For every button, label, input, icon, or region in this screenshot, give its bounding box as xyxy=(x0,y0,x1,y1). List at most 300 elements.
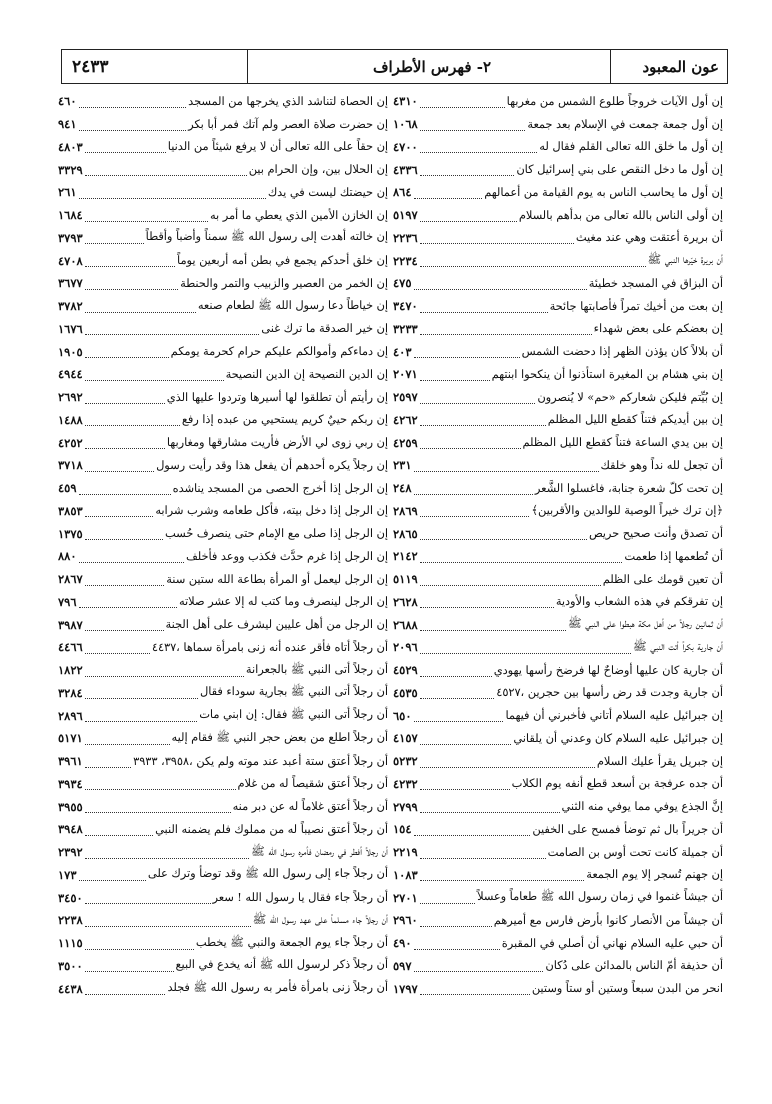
entry-number: ٤٥٣٥ xyxy=(393,685,418,700)
entry-text: أن رجلاً جاء إلى رسول الله ﷺ وقد توضأ وترك على xyxy=(147,867,388,881)
entry-text: إن تحت كلّ شعرة جنابة، فاغسلوا الشَّعر xyxy=(534,481,723,495)
entry-text: أن رجلاً أفطر في رمضان فأمره رسول الله ﷺ xyxy=(251,844,388,858)
index-entry xyxy=(393,864,723,887)
index-entry xyxy=(58,955,388,978)
entry-text: إن الرجل لينصرف وما كتب له إلا عشر صلاته xyxy=(178,595,388,609)
entry-text: أن رجلاً أتى النبي ﷺ بالجعرانة xyxy=(245,662,388,676)
dot-leader xyxy=(414,823,531,836)
entry-number: ٣٥٠٠ xyxy=(58,958,83,973)
entry-number: ٤٧٠٨ xyxy=(58,253,83,268)
dot-leader xyxy=(79,868,146,881)
dot-leader xyxy=(420,686,495,699)
dot-leader xyxy=(420,891,475,904)
entry-text: أن ثمانين رجلاً من أهل مكة هبطوا على النبي ﷺ xyxy=(567,617,723,631)
dot-leader xyxy=(420,118,526,131)
entry-number: ١٩٠٥ xyxy=(58,344,83,359)
dot-leader xyxy=(79,118,187,131)
entry-text: إن جهنم تُسجر إلا يوم الجمعة xyxy=(586,868,723,882)
entry-number: ٤٨٠٣ xyxy=(58,139,83,154)
index-entry xyxy=(58,272,388,295)
dot-leader xyxy=(420,504,530,517)
entry-number: ٤١٥٧ xyxy=(393,731,418,746)
dot-leader xyxy=(420,573,601,586)
index-entry xyxy=(393,591,723,614)
dot-leader xyxy=(420,755,595,768)
index-entry xyxy=(58,545,388,568)
index-entry xyxy=(58,591,388,614)
index-entry xyxy=(393,659,723,682)
entry-text: إن بين يدي الساعة فتناً كقطع الليل المظلم xyxy=(522,436,723,450)
dot-leader xyxy=(85,459,154,472)
index-entry xyxy=(58,295,388,318)
entry-text: إن ربكم حييٌ كريم يستحيي من عبده إذا رفع xyxy=(181,413,388,427)
entry-text: إن دماءكم وأموالكم عليكم حرام كحرمة يومكم xyxy=(170,345,388,359)
index-entry xyxy=(58,204,388,227)
entry-number: ٤٩٠ xyxy=(393,936,412,951)
entry-number: ٤٤٦٦ xyxy=(58,640,83,655)
entry-number: ٥١٧١ xyxy=(58,731,83,746)
entry-number: ٢٨٦٧ xyxy=(58,572,83,587)
dot-leader xyxy=(85,345,169,358)
dot-leader xyxy=(420,322,592,335)
dot-leader xyxy=(79,186,266,199)
entry-number: ١٤٨٨ xyxy=(58,412,83,427)
dot-leader xyxy=(420,163,515,176)
entry-number: ٢٦٢٨ xyxy=(393,594,418,609)
entry-text: إن أول جمعة جمعت في الإسلام بعد جمعة xyxy=(527,117,723,131)
index-entry xyxy=(393,977,723,1000)
entry-text: إن أول ما يحاسب الناس به يوم القيامة من أعمالهم xyxy=(484,185,723,199)
index-entry xyxy=(393,750,723,773)
entry-number: ٢٠٩٦ xyxy=(393,640,418,655)
entry-number: ٤٠٣ xyxy=(393,344,412,359)
dot-leader xyxy=(420,800,560,813)
entry-text: إن الرجل إذا دخل بيته، فأكل طعامه وشرب شرابه xyxy=(155,504,388,518)
index-entry xyxy=(58,636,388,659)
entry-number: ٤٩٤٤ xyxy=(58,367,83,382)
entry-number: ٤٣٣٦ xyxy=(393,162,418,177)
entry-number: ٣٩٨٧ xyxy=(58,617,83,632)
entry-number: ٤٥٢٩ xyxy=(393,663,418,678)
entry-text: أن تُطعمها إذا طعمت xyxy=(624,549,723,563)
dot-leader xyxy=(420,254,646,267)
index-entry xyxy=(58,773,388,796)
dot-leader xyxy=(85,504,154,517)
entry-number: ٣٧٩٣ xyxy=(58,230,83,245)
dot-leader xyxy=(420,664,492,677)
entry-text: أن تجعل لله نداً وهو خلقك xyxy=(600,458,723,472)
dot-leader xyxy=(414,709,504,722)
index-entry xyxy=(393,249,723,272)
entry-number: ٨٦٤ xyxy=(393,185,412,200)
header-divider xyxy=(247,50,248,83)
entry-number: ٢٣٩٢ xyxy=(58,845,83,860)
dot-leader xyxy=(85,777,236,790)
dot-leader xyxy=(85,709,198,722)
right-index-column xyxy=(393,90,723,1000)
entry-text: أن رجلاً جاء فقال يا رسول الله ! سعر xyxy=(212,891,388,905)
dot-leader xyxy=(420,777,510,790)
dot-leader xyxy=(85,755,131,768)
entry-text: أن بريرة خيّرها النبي ﷺ xyxy=(647,253,723,267)
entry-number: ٢٧٠١ xyxy=(393,890,418,905)
entry-text: أن رجلاً زنى بامرأة فأمر به رسول الله ﷺ فجلد xyxy=(167,981,388,995)
entry-text: أن رجلاً أعتق غلاماً له عن دبر منه xyxy=(232,800,388,814)
entry-number: ٤٤٣٨ xyxy=(58,981,83,996)
entry-number: ٢٢٣٦ xyxy=(393,230,418,245)
dot-leader xyxy=(85,322,260,335)
entry-number: ٥٢٣٢ xyxy=(393,754,418,769)
entry-text: إن حيضتك ليست في يدك xyxy=(267,185,388,199)
index-entry xyxy=(58,500,388,523)
dot-leader xyxy=(420,641,631,654)
entry-text: إن بعت من أخيك تمراً فأصابتها جائحة xyxy=(549,299,723,313)
entry-number: ٢٦٩٢ xyxy=(58,390,83,405)
dot-leader xyxy=(79,482,171,495)
index-entry xyxy=(393,909,723,932)
entry-text: إن رجلاً يكره أحدهم أن يفعل هذا وقد رأيت رسول xyxy=(156,458,388,472)
dot-leader xyxy=(420,982,530,995)
index-entry xyxy=(58,454,388,477)
dot-leader xyxy=(414,937,500,950)
entry-text: إن حقاً على الله تعالى أن لا يرفع شيئاً من الدنيا xyxy=(167,140,388,154)
entry-text: ﴿إن ترك خيراً الوصية للوالدين والأقربين﴾ xyxy=(531,504,723,518)
entry-number: ١٦٨٤ xyxy=(58,208,83,223)
entry-number: ٤٦٠ xyxy=(58,94,77,109)
entry-number: ١٣٧٥ xyxy=(58,526,83,541)
index-entry xyxy=(58,909,388,932)
entry-text: أن جريراً بال ثم توضأ فمسح على الخفين xyxy=(532,822,723,836)
dot-leader xyxy=(420,413,546,426)
entry-number: ٣٩٦١ xyxy=(58,754,83,769)
entry-text: أن رجلاً أعتق نصيباً له من مملوك فلم يضمنه النبي xyxy=(155,822,388,836)
entry-text: إن الرجل إذا أخرج الحصى من المسجد يناشده xyxy=(172,481,388,495)
index-entry xyxy=(393,318,723,341)
entry-number: ٣٩٣٤ xyxy=(58,776,83,791)
index-entry xyxy=(393,431,723,454)
entry-number: ٣٧١٨ xyxy=(58,458,83,473)
entry-number: ١٧٩٧ xyxy=(393,981,418,996)
entry-text: أن رجلاً أتى النبي ﷺ فقال: إن ابني مات xyxy=(199,708,388,722)
entry-number: ٢٣١ xyxy=(393,458,412,473)
index-entry xyxy=(393,886,723,909)
index-entry xyxy=(58,181,388,204)
dot-leader xyxy=(79,550,185,563)
dot-leader xyxy=(420,209,517,222)
index-entry xyxy=(58,659,388,682)
entry-text: إن ربي زوى لي الأرض فأريت مشارقها ومغاربها xyxy=(166,436,388,450)
entry-text: إن أول ما دخل النقص على بني إسرائيل كان xyxy=(516,163,723,177)
index-entry xyxy=(58,249,388,272)
index-entry xyxy=(58,750,388,773)
entry-number: ٤٥٩ xyxy=(58,481,77,496)
section-title: ٢- فهرس الأطراف xyxy=(372,57,492,76)
entry-number: ٣٩٤٨ xyxy=(58,822,83,837)
entry-text: إن أول ما خلق الله تعالى القلم فقال له xyxy=(539,140,723,154)
entry-text: إن الخمر من العصير والزبيب والتمر والحنطة xyxy=(180,276,388,290)
dot-leader xyxy=(414,345,520,358)
entry-text: إن جبريل يقرأ عليك السلام xyxy=(596,754,723,768)
index-entry xyxy=(393,568,723,591)
index-entry xyxy=(58,727,388,750)
entry-number: ١٥٤ xyxy=(393,822,412,837)
entry-number: ٣٣٢٩ xyxy=(58,162,83,177)
index-entry xyxy=(58,977,388,1000)
index-entry xyxy=(58,363,388,386)
dot-leader xyxy=(420,868,585,881)
entry-text: إن تفرقكم في هذه الشعاب والأودية xyxy=(555,595,723,609)
entry-number: ٢٨٩٦ xyxy=(58,708,83,723)
entry-text: إن جبرائيل عليه السلام كان وعدني أن يلقاني xyxy=(513,731,723,745)
dot-leader xyxy=(85,368,224,381)
entry-number: ٣٩٥٥ xyxy=(58,799,83,814)
index-entry xyxy=(58,409,388,432)
entry-text: أن رجلاً جاء يوم الجمعة والنبي ﷺ يخطب xyxy=(195,935,388,949)
dot-leader xyxy=(414,277,587,290)
index-entry xyxy=(393,386,723,409)
entry-text: أن البزاق في المسجد خطيئة xyxy=(588,276,723,290)
entry-text: أن حذيفة أمّ الناس بالمدائن على دُكان xyxy=(545,959,723,973)
index-entry xyxy=(393,90,723,113)
dot-leader xyxy=(420,300,548,313)
dot-leader xyxy=(420,368,490,381)
entry-number: ٢٥٩٧ xyxy=(393,390,418,405)
entry-text: إن الحصاة لتناشد الذي يخرجها من المسجد xyxy=(188,94,388,108)
page-number: ٢٤٣٣ xyxy=(72,56,109,77)
entry-text: إن بين أيديكم فتناً كقطع الليل المظلم xyxy=(547,413,723,427)
entry-text: أن رجلاً أتاه فأقر عنده أنه زنى بامرأة سماها ،٤٤٣٧ xyxy=(151,640,388,654)
index-entry xyxy=(58,477,388,500)
dot-leader xyxy=(85,209,208,222)
entry-text: أن جيشاً من الأنصار كانوا بأرض فارس مع أميرهم xyxy=(493,913,723,927)
dot-leader xyxy=(414,459,599,472)
dot-leader xyxy=(85,231,144,244)
index-entry xyxy=(393,795,723,818)
book-title: عون المعبود xyxy=(642,57,719,76)
entry-text: أن جيشاً غنموا في زمان رسول الله ﷺ طعاماً وعسلاً xyxy=(477,890,723,904)
entry-number: ٣٢٨٤ xyxy=(58,685,83,700)
dot-leader xyxy=(85,823,153,836)
entry-number: ١٠٦٨ xyxy=(393,117,418,132)
entry-number: ٢٢١٩ xyxy=(393,845,418,860)
dot-leader xyxy=(85,846,249,859)
dot-leader xyxy=(420,732,512,745)
dot-leader xyxy=(420,231,574,244)
entry-number: ٥١٩٧ xyxy=(393,208,418,223)
entry-text: أن رجلاً أعتق ستة أعبد عند موته ولم يكن ،٣٩٥٨، ٣٩٣٣ xyxy=(133,754,388,768)
entry-text: إن الدين النصيحة إن الدين النصيحة xyxy=(225,367,388,381)
entry-text: إن خير الصدقة ما ترك غنى xyxy=(261,322,388,336)
index-entry xyxy=(393,613,723,636)
entry-number: ٥٩٧ xyxy=(393,958,412,973)
dot-leader xyxy=(85,959,174,972)
entry-text: أن رجلاً اطلع من بعض حجر النبي ﷺ فقام إليه xyxy=(171,730,388,744)
entry-number: ١١١٥ xyxy=(58,936,83,951)
index-entry xyxy=(58,818,388,841)
entry-number: ٣٤٥٠ xyxy=(58,890,83,905)
dot-leader xyxy=(85,937,194,950)
left-index-column xyxy=(58,90,388,1000)
index-entry xyxy=(58,158,388,181)
index-entry xyxy=(58,841,388,864)
index-entry xyxy=(393,727,723,750)
index-entry xyxy=(58,932,388,955)
entry-number: ٢١٤٢ xyxy=(393,549,418,564)
dot-leader xyxy=(85,800,231,813)
index-entry xyxy=(58,340,388,363)
entry-text: إن الرجل إذا صلى مع الإمام حتى ينصرف حُسب xyxy=(165,527,388,541)
entry-number: ٣٤٧٠ xyxy=(393,299,418,314)
dot-leader xyxy=(79,95,187,108)
dot-leader xyxy=(85,914,251,927)
index-entry xyxy=(58,568,388,591)
index-entry xyxy=(393,477,723,500)
entry-number: ٨٨٠ xyxy=(58,549,77,564)
dot-leader xyxy=(420,550,623,563)
entry-number: ٩٤١ xyxy=(58,117,77,132)
dot-leader xyxy=(420,140,538,153)
index-entry xyxy=(393,500,723,523)
dot-leader xyxy=(85,391,165,404)
index-entry xyxy=(393,409,723,432)
dot-leader xyxy=(85,163,247,176)
dot-leader xyxy=(420,391,536,404)
index-entry xyxy=(393,454,723,477)
index-entry xyxy=(58,227,388,250)
dot-leader xyxy=(414,482,533,495)
entry-text: أن رجلاً ذكر لرسول الله ﷺ أنه يخدع في البيع xyxy=(175,958,388,972)
entry-number: ٤٢٦٢ xyxy=(393,412,418,427)
index-entry xyxy=(58,613,388,636)
entry-number: ٢٢٣٤ xyxy=(393,253,418,268)
entry-text: إنَّ الجذع يوفي مما يوفي منه الثني xyxy=(561,800,723,814)
index-entry xyxy=(393,340,723,363)
index-entry xyxy=(58,113,388,136)
entry-number: ٤٧٠٠ xyxy=(393,139,418,154)
index-entry xyxy=(58,864,388,887)
entry-text: أن جارية كان عليها أوضاحٌ لها فرضخ رأسها يهودي xyxy=(493,663,723,677)
entry-text: أن جده عرفجة بن أسعد قطع أنفه يوم الكلاب xyxy=(511,777,723,791)
entry-number: ٤٧٥ xyxy=(393,276,412,291)
index-entry xyxy=(393,522,723,545)
dot-leader xyxy=(420,846,546,859)
index-entry xyxy=(393,295,723,318)
dot-leader xyxy=(85,891,211,904)
entry-number: ٧٩٦ xyxy=(58,594,77,609)
entry-text: أن جميلة كانت تحت أوس بن الصامت xyxy=(547,845,723,859)
index-entry xyxy=(393,136,723,159)
index-entry xyxy=(58,431,388,454)
dot-leader xyxy=(420,527,587,540)
dot-leader xyxy=(420,436,521,449)
index-entry xyxy=(58,318,388,341)
dot-leader xyxy=(420,618,566,631)
dot-leader xyxy=(420,914,492,927)
entry-number: ٣٦٧٧ xyxy=(58,276,83,291)
index-entry xyxy=(58,682,388,705)
entry-number: ١٨٢٢ xyxy=(58,663,83,678)
index-entry xyxy=(393,272,723,295)
index-entry xyxy=(393,932,723,955)
entry-number: ١٠٨٣ xyxy=(393,867,418,882)
index-entry xyxy=(393,704,723,727)
entry-text: إن حضرت صلاة العصر ولم آتك فمر أبا بكر xyxy=(188,117,388,131)
dot-leader xyxy=(85,686,198,699)
dot-leader xyxy=(85,140,166,153)
entry-number: ٣٨٥٣ xyxy=(58,503,83,518)
index-entry xyxy=(393,363,723,386)
dot-leader xyxy=(85,573,165,586)
dot-leader xyxy=(414,959,544,972)
entry-text: إن الحلال بين، وإن الحرام بين xyxy=(248,163,388,177)
entry-number: ٢٨٦٥ xyxy=(393,526,418,541)
entry-number: ٤٢٥٩ xyxy=(393,435,418,450)
index-entry xyxy=(393,545,723,568)
entry-number: ٢٢٣٨ xyxy=(58,913,83,928)
entry-text: إن أول الآيات خروجاً طلوع الشمس من مغربها xyxy=(506,94,723,108)
index-entry xyxy=(58,704,388,727)
entry-number: ٢٦٨٨ xyxy=(393,617,418,632)
entry-text: أن تعين قومك على الظلم xyxy=(602,572,723,586)
index-entry xyxy=(58,386,388,409)
dot-leader xyxy=(85,527,163,540)
entry-text: أن تصدق وأنت صحيح حريص xyxy=(588,527,723,541)
index-entry xyxy=(393,227,723,250)
index-entry xyxy=(58,886,388,909)
index-entry xyxy=(393,841,723,864)
index-entry xyxy=(393,204,723,227)
entry-number: ٤٢٣٢ xyxy=(393,776,418,791)
index-entry xyxy=(393,181,723,204)
index-entry xyxy=(393,113,723,136)
index-entry xyxy=(393,955,723,978)
dot-leader xyxy=(79,595,177,608)
entry-text: إن الرجل ليعمل أو المرأة بطاعة الله ستين سنة xyxy=(166,572,388,586)
index-entry xyxy=(58,136,388,159)
entry-text: أن جارية بكراً أتت النبي ﷺ xyxy=(632,639,723,653)
entry-text: إن الرجل من أهل عليين ليشرف على أهل الجنة xyxy=(165,618,388,632)
entry-text: أن رجلاً أتى النبي ﷺ بجارية سوداء فقال xyxy=(200,685,388,699)
index-entry xyxy=(393,773,723,796)
page-header xyxy=(61,49,728,84)
dot-leader xyxy=(420,95,505,108)
entry-text: إن جبرائيل عليه السلام أتاني فأخبرني أن فيهما xyxy=(505,709,723,723)
entry-text: أن رجلاً جاء مسلماً على عهد رسول الله ﷺ xyxy=(252,912,388,926)
dot-leader xyxy=(85,641,150,654)
entry-number: ٢٨٦٩ xyxy=(393,503,418,518)
dot-leader xyxy=(85,664,244,677)
entry-text: إن رأيتم أن تطلقوا لها أسيرها وتردوا عليها الذي xyxy=(166,390,388,404)
dot-leader xyxy=(85,300,196,313)
entry-text: إن أولى الناس بالله تعالى من بدأهم بالسلام xyxy=(518,208,723,222)
entry-number: ٢٧٩٩ xyxy=(393,799,418,814)
entry-text: أن بلالاً كان يؤذن الظهر إذا دحضت الشمس xyxy=(521,345,723,359)
entry-text: أن حبي عليه السلام نهاني أن أصلي في المقبرة xyxy=(501,936,723,950)
entry-number: ٤٢٥٢ xyxy=(58,435,83,450)
entry-text: إن خلق أحدكم يجمع في بطن أمه أربعين يوماً xyxy=(177,254,388,268)
entry-number: ١٧٣ xyxy=(58,867,77,882)
entry-text: أن رجلاً أعتق شقيصاً له من غلام xyxy=(237,777,388,791)
entry-number: ١٦٧٦ xyxy=(58,321,83,336)
entry-text: إن بُيِّتم فليكن شعاركم «حم» لا يُنصرون xyxy=(537,390,723,404)
entry-text: أن جارية وجدت قد رض رأسها بين حجرين ،٤٥٢٧ xyxy=(496,686,723,700)
entry-number: ٢٤٨ xyxy=(393,481,412,496)
dot-leader xyxy=(85,618,164,631)
index-entry xyxy=(393,682,723,705)
index-entry xyxy=(58,795,388,818)
entry-number: ٣٧٨٢ xyxy=(58,299,83,314)
dot-leader xyxy=(85,732,170,745)
